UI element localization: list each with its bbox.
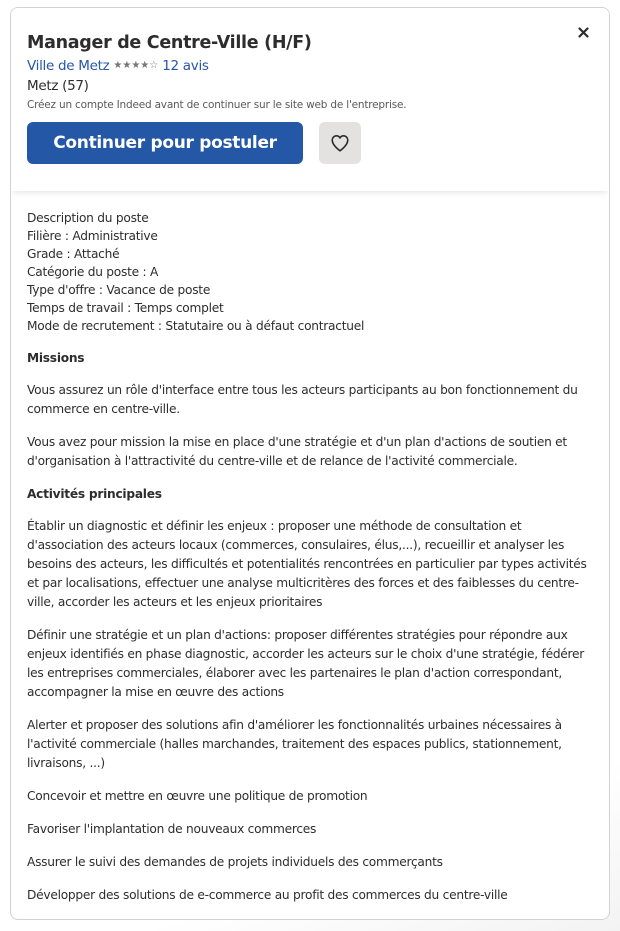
mission-paragraph: Vous assurez un rôle d'interface entre tous les acteurs participants au bon fonctionnement du commerce en centre-ville. xyxy=(27,383,578,416)
activity-paragraph: Définir une stratégie et un plan d'actions: proposer différentes stratégies pour répondre aux enjeux identifiés en phase diagnostic, accorder les acteurs sur le choix d'une stratégie, fédérer les entreprises commerciales, élaborer avec les partenaires le plan d'action correspondant, accompagner la mise en œuvre des actions xyxy=(27,628,585,699)
meta-line: Grade : Attaché xyxy=(27,247,120,261)
star-filled-icon: ★ xyxy=(122,60,132,71)
job-meta-list xyxy=(27,209,593,335)
star-empty-icon: ☆ xyxy=(149,60,159,71)
mission-paragraph: Vous avez pour mission la mise en place d'une stratégie et d'un plan d'actions de soutien et d'organisation à l'attractivité du centre-ville et de relance de l'activité commerciale. xyxy=(27,435,567,468)
job-actions xyxy=(27,122,593,164)
job-description xyxy=(11,191,609,905)
meta-line: Temps de travail : Temps complet xyxy=(27,301,224,315)
star-filled-icon: ★ xyxy=(113,60,123,71)
meta-line: Description du poste xyxy=(27,211,149,225)
heart-icon xyxy=(330,134,350,152)
account-notice: Créez un compte Indeed avant de continuer sur le site web de l'entreprise. xyxy=(27,99,407,111)
star-filled-icon: ★ xyxy=(140,60,150,71)
company-link[interactable]: Ville de Metz xyxy=(27,58,110,74)
save-job-button[interactable] xyxy=(319,122,361,164)
job-detail-card xyxy=(10,7,610,920)
activities-heading: Activités principales xyxy=(27,487,162,501)
company-row xyxy=(27,56,593,76)
meta-line: Type d'offre : Vacance de poste xyxy=(27,283,211,297)
close-icon xyxy=(578,27,589,38)
job-title: Manager de Centre-Ville (H/F) xyxy=(27,33,312,53)
job-location: Metz (57) xyxy=(27,78,89,94)
meta-line: Catégorie du poste : A xyxy=(27,265,159,279)
close-button[interactable] xyxy=(573,22,593,42)
rating-stars xyxy=(113,56,158,76)
activity-paragraph: Développer des solutions de e-commerce au profit des commerces du centre-ville xyxy=(27,888,508,902)
activity-paragraph: Favoriser l'implantation de nouveaux commerces xyxy=(27,822,317,836)
activity-paragraph: Établir un diagnostic et définir les enjeux : proposer une méthode de consultation et d'association des acteurs locaux (commerces, consulaires, élus,...), recueillir et analyser les besoins des acteurs, les difficultés et potentialités rencontrées en particulier par types activités et par localisations, effectuer une analyse multicritères des forces et des faiblesses du centre-ville, accorder les acteurs et les enjeux prioritaires xyxy=(27,519,587,609)
apply-button[interactable]: Continuer pour postuler xyxy=(27,122,303,164)
missions-heading: Missions xyxy=(27,351,85,365)
meta-line: Filière : Administrative xyxy=(27,229,158,243)
activity-paragraph: Alerter et proposer des solutions afin d'améliorer les fonctionnalités urbaines nécessaires à l'activité commerciale (halles marchandes, traitement des espaces publics, stationnement, livraisons, ...) xyxy=(27,718,562,770)
activity-paragraph: Assurer le suivi des demandes de projets individuels des commerçants xyxy=(27,855,443,869)
activity-paragraph: Concevoir et mettre en œuvre une politique de promotion xyxy=(27,789,368,803)
meta-line: Mode de recrutement : Statutaire ou à défaut contractuel xyxy=(27,319,365,333)
star-filled-icon: ★ xyxy=(131,60,141,71)
job-header xyxy=(11,8,609,191)
reviews-link[interactable]: 12 avis xyxy=(162,58,209,74)
